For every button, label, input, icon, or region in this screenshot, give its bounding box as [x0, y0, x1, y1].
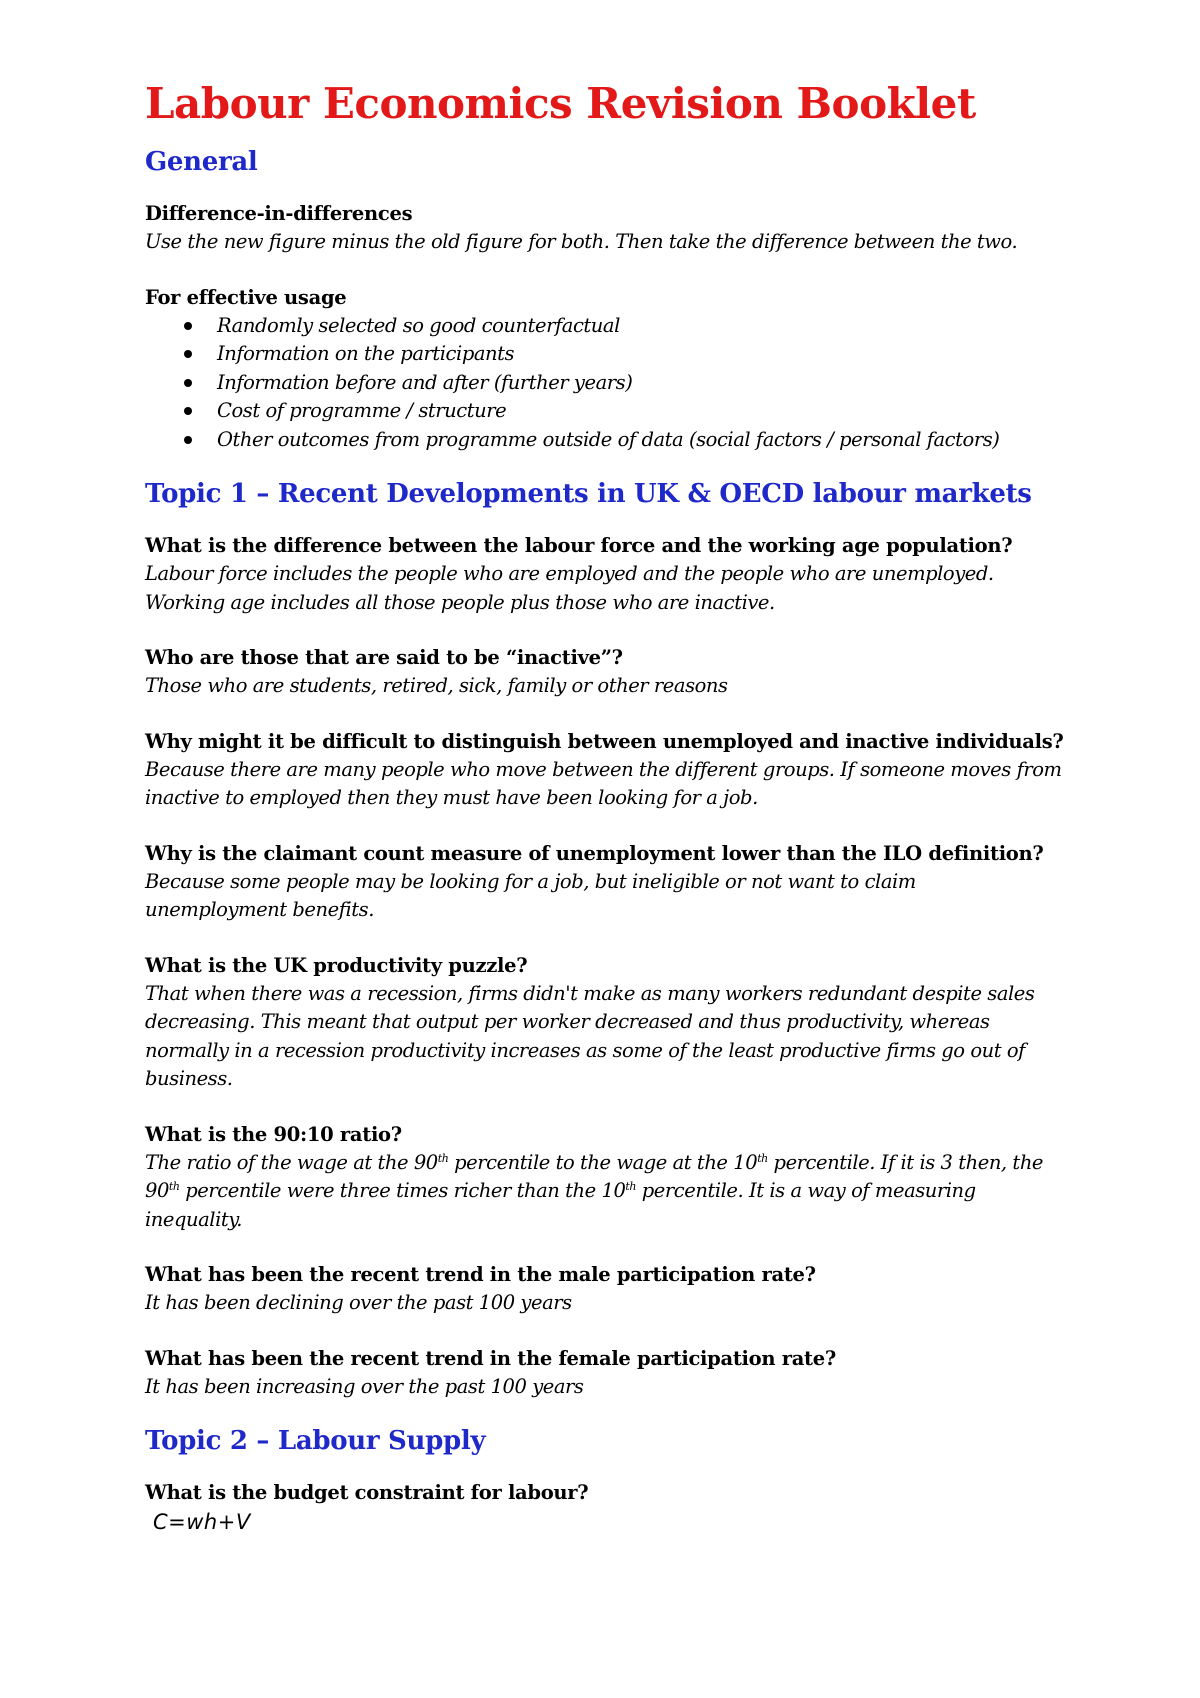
answer-line: Because some people may be looking for a job, but ineligible or not want to claim — [145, 869, 916, 893]
formula: C=wh+V — [153, 1510, 251, 1534]
list-item-text: Other outcomes from programme outside of data (social factors / personal factors) — [217, 427, 1000, 451]
question: What is the UK productivity puzzle? — [145, 953, 528, 977]
superscript: th — [757, 1151, 768, 1165]
answer-line: It has been declining over the past 100 years — [145, 1291, 572, 1314]
answer-text: percentile. If it is 3 then, the — [767, 1150, 1044, 1174]
question: What is the budget constraint for labour? — [145, 1481, 589, 1504]
list-item-text: Cost of programme / structure — [217, 399, 507, 422]
superscript: th — [168, 1180, 180, 1193]
qa-block — [145, 532, 1105, 617]
answer-line: inequality. — [145, 1207, 242, 1231]
qa-block-usage — [145, 284, 1105, 455]
answer-line — [145, 1177, 1105, 1206]
bullet-icon — [184, 379, 192, 387]
question: Why might it be difficult to distinguish between unemployed and inactive individuals? — [145, 729, 1064, 753]
answer-line: It has been increasing over the past 100 years — [145, 1374, 584, 1398]
list-item — [145, 426, 1105, 455]
question: What is the 90:10 ratio? — [145, 1122, 402, 1146]
qa-block — [145, 952, 1105, 1094]
superscript: th — [437, 1151, 449, 1165]
section-heading-topic-1: Topic 1 – Recent Developments in UK & OECD labour markets — [145, 479, 1032, 509]
qa-block — [145, 644, 1105, 701]
answer-line: normally in a recession productivity increases as some of the least productive firms go out of — [145, 1038, 1025, 1062]
answer-line: decreasing. This meant that output per worker decreased and thus productivity, whereas — [145, 1010, 990, 1033]
question: For effective usage — [145, 285, 347, 309]
qa-block — [145, 1261, 1105, 1318]
answer-line: inactive to employed then they must have been looking for a job. — [145, 786, 758, 809]
answer-line: Labour force includes the people who are employed and the people who are unemployed. — [145, 562, 994, 585]
question: Why is the claimant count measure of unemployment lower than the ILO definition? — [145, 841, 1044, 865]
answer-line — [145, 1149, 1105, 1178]
qa-block — [145, 1345, 1105, 1402]
answer-text: The ratio of the wage at the 90 — [145, 1150, 438, 1174]
superscript: th — [625, 1180, 637, 1193]
bullet-icon — [184, 436, 192, 444]
list-item-text: Randomly selected so good counterfactual — [217, 313, 620, 337]
question: Difference-in-differences — [145, 202, 413, 225]
answer-line: unemployment benefits. — [145, 898, 374, 921]
qa-block-ratio — [145, 1121, 1105, 1235]
list-item — [145, 369, 1105, 398]
answer-line: That when there was a recession, firms didn't make as many workers redundant despite sales — [145, 981, 1035, 1005]
question: Who are those that are said to be “inactive”? — [145, 646, 623, 669]
qa-block — [145, 728, 1105, 813]
answer-text: 90 — [145, 1179, 169, 1202]
qa-block-budget — [145, 1479, 1105, 1537]
question: What has been the recent trend in the female participation rate? — [145, 1346, 836, 1370]
list-item — [145, 397, 1105, 426]
document-title: Labour Economics Revision Booklet — [145, 79, 976, 128]
bullet-icon — [184, 350, 192, 358]
document-content — [145, 74, 1105, 1537]
question: What is the difference between the labour force and the working age population? — [145, 534, 1013, 557]
bullet-list — [145, 312, 1105, 455]
bullet-icon — [184, 407, 192, 415]
section-heading-general: General — [145, 147, 258, 177]
answer-line: Working age includes all those people plus those who are inactive. — [145, 590, 775, 614]
bullet-icon — [184, 322, 192, 330]
answer-line: Because there are many people who move between the different groups. If someone moves from — [145, 757, 1062, 781]
section-heading-topic-2: Topic 2 – Labour Supply — [145, 1426, 486, 1456]
answer-line: Use the new figure minus the old figure for both. Then take the difference between the two. — [145, 230, 1018, 253]
qa-block-did — [145, 200, 1105, 257]
answer-line: Those who are students, retired, sick, family or other reasons — [145, 674, 728, 697]
qa-block — [145, 840, 1105, 925]
list-item — [145, 312, 1105, 341]
answer-text: percentile. It is a way of measuring — [636, 1179, 976, 1202]
list-item — [145, 340, 1105, 369]
answer-line: business. — [145, 1067, 233, 1090]
list-item-text: Information on the participants — [217, 342, 515, 365]
answer-text: percentile were three times richer than the 10 — [179, 1179, 626, 1202]
list-item-text: Information before and after (further years) — [217, 370, 633, 394]
question: What has been the recent trend in the male participation rate? — [145, 1263, 816, 1286]
answer-text: percentile to the wage at the 10 — [448, 1150, 758, 1174]
